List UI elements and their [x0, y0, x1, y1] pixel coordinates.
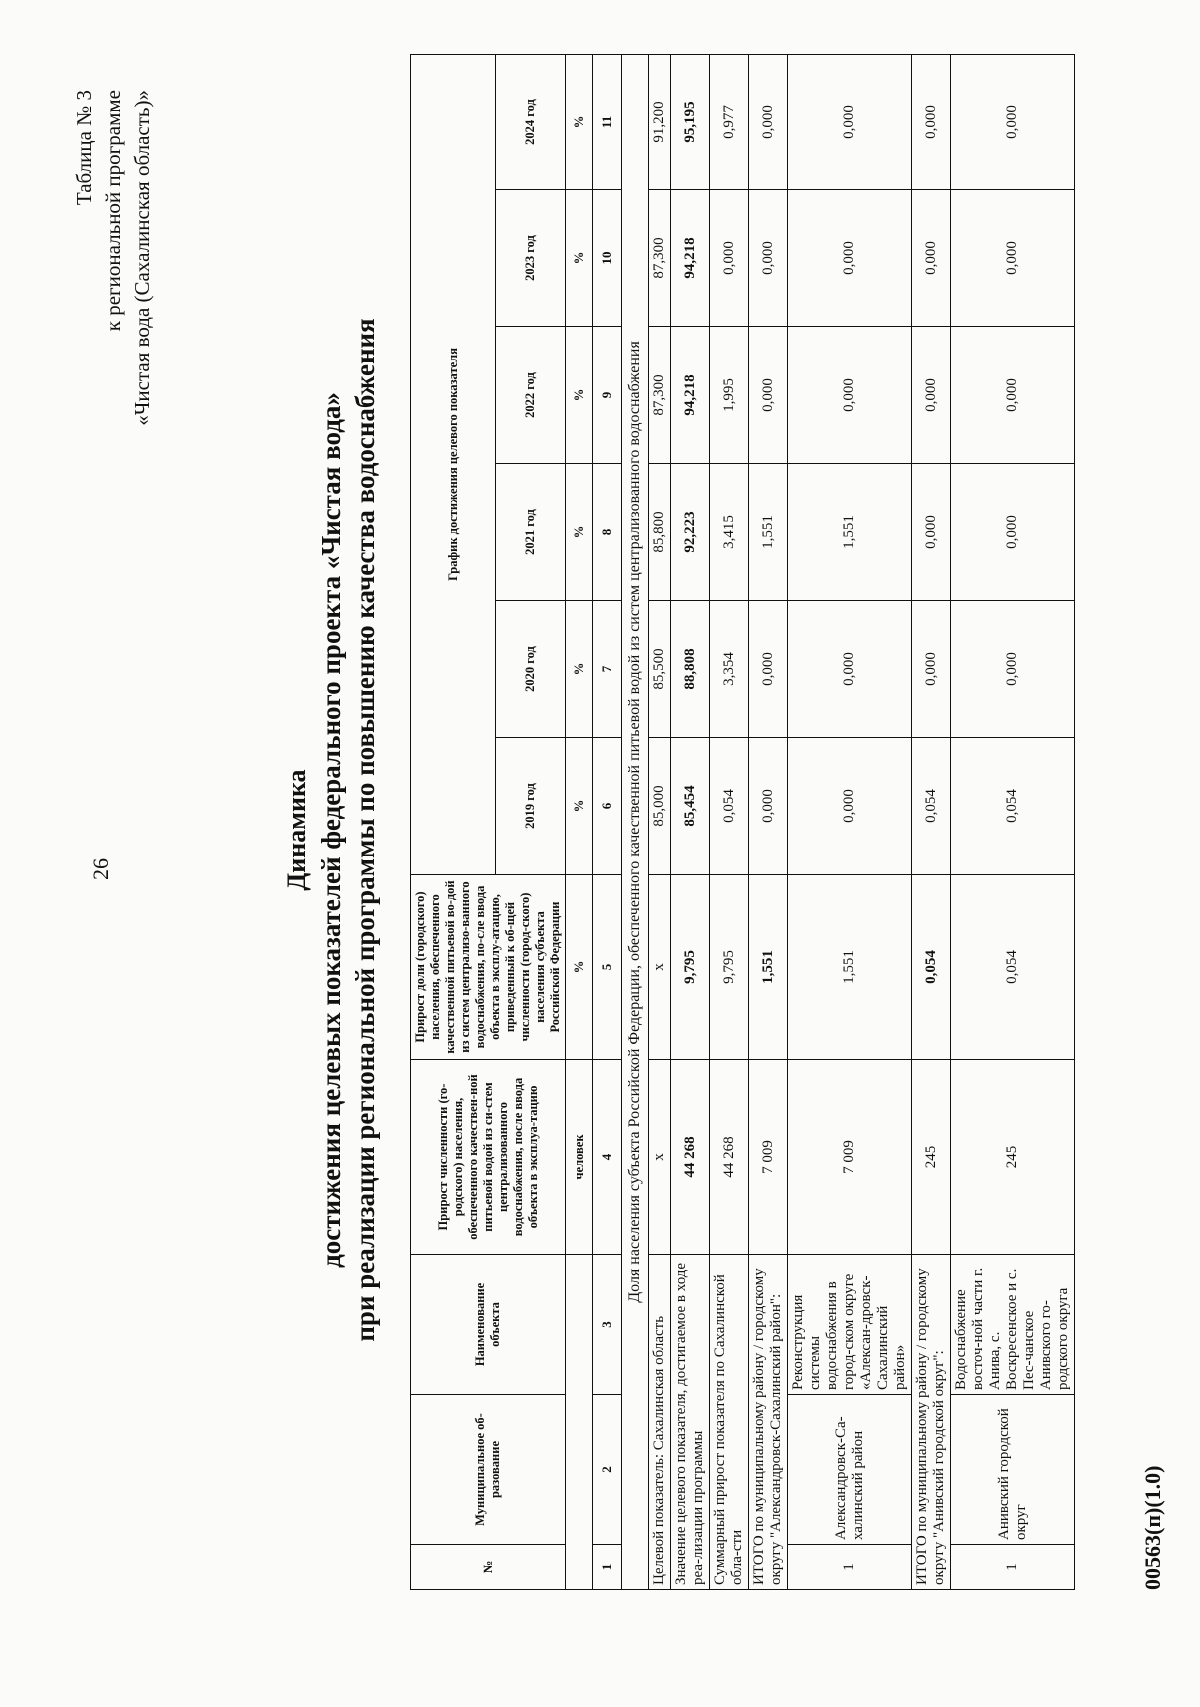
- year-value: 0,000: [951, 327, 1075, 464]
- year-header: 2019 год: [496, 738, 566, 875]
- year-value: 87,300: [649, 327, 671, 464]
- col-number: 2: [593, 1395, 622, 1545]
- year-header: 2024 год: [496, 54, 566, 189]
- year-value: 1,995: [710, 327, 749, 464]
- table-row: [649, 54, 671, 1589]
- section-row: [622, 54, 649, 1589]
- page-number: 26: [88, 858, 113, 880]
- document-code: 00563(п)(1.0): [1140, 1465, 1165, 1590]
- table-row: [749, 54, 788, 1589]
- share-cell: 9,795: [710, 875, 749, 1060]
- people-cell: 7 009: [788, 1060, 912, 1255]
- year-value: 0,000: [912, 601, 951, 738]
- year-value: 0,054: [710, 738, 749, 875]
- unit-cell: %: [566, 464, 593, 601]
- share-cell: 0,054: [912, 875, 951, 1060]
- people-cell: 44 268: [710, 1060, 749, 1255]
- unit-cell: %: [566, 327, 593, 464]
- col-number: 5: [593, 875, 622, 1060]
- year-value: 0,977: [710, 54, 749, 189]
- col-number: 9: [593, 327, 622, 464]
- header-row: [411, 54, 496, 1589]
- year-header: 2023 год: [496, 190, 566, 327]
- year-value: 0,000: [951, 601, 1075, 738]
- annex-line: к региональной программе: [101, 90, 125, 332]
- units-row: [566, 54, 593, 1589]
- table-row: [671, 54, 710, 1589]
- column-numbers-row: [593, 54, 622, 1589]
- table-row: [951, 54, 1075, 1589]
- row-no: 1: [788, 1545, 912, 1590]
- col-number: 10: [593, 190, 622, 327]
- year-value: 87,300: [649, 190, 671, 327]
- year-value: 0,000: [749, 54, 788, 189]
- object-cell: Реконструкция системы водоснабжения в город-ском округе «Алексан-дровск-Сахалинский район»: [788, 1255, 912, 1395]
- col-number: 6: [593, 738, 622, 875]
- year-header: 2020 год: [496, 601, 566, 738]
- unit-cell: %: [566, 190, 593, 327]
- col-header-schedule: График достижения целевого показателя: [411, 54, 496, 874]
- col-header-no: №: [411, 1545, 566, 1590]
- year-value: 0,000: [710, 190, 749, 327]
- year-value: 88,808: [671, 601, 710, 738]
- year-value: 3,354: [710, 601, 749, 738]
- unit-cell: %: [566, 875, 593, 1060]
- unit-cell: %: [566, 54, 593, 189]
- row-label: ИТОГО по муниципальному району / городскому округу "Александровск-Сахалинский район":: [749, 1255, 788, 1590]
- indicators-table: [410, 54, 1075, 1590]
- year-value: 85,000: [649, 738, 671, 875]
- col-number: 1: [593, 1545, 622, 1590]
- col-header-growth-people: Прирост численности (го-родского) населения, обеспеченного качествен-ной питьевой водой из си-стем централизованного водоснабжения, после ввода объекта в эксплуа-тацию: [411, 1060, 566, 1255]
- year-header: 2021 год: [496, 464, 566, 601]
- unit-cell: [566, 1395, 593, 1545]
- year-value: 95,195: [671, 54, 710, 189]
- municipality-cell: Анивский городской округ: [951, 1395, 1075, 1545]
- annex-line: «Чистая вода (Сахалинская область)»: [130, 90, 154, 426]
- year-value: 3,415: [710, 464, 749, 601]
- section-title: Доля населения субъекта Российской Федерации, обеспеченного качественной питьевой водой из систем централизованного водоснабжения: [622, 54, 649, 1589]
- year-value: 0,000: [912, 464, 951, 601]
- table-row: [912, 54, 951, 1589]
- year-value: 1,551: [788, 464, 912, 601]
- year-value: 0,000: [912, 327, 951, 464]
- col-number: 7: [593, 601, 622, 738]
- year-value: 0,000: [951, 190, 1075, 327]
- year-value: 0,000: [951, 54, 1075, 189]
- year-value: 1,551: [749, 464, 788, 601]
- people-cell: 245: [912, 1060, 951, 1255]
- document-title: [280, 180, 382, 1480]
- share-cell: 1,551: [788, 875, 912, 1060]
- share-cell: 9,795: [671, 875, 710, 1060]
- year-value: 0,000: [912, 190, 951, 327]
- row-label: Целевой показатель: Сахалинская область: [649, 1255, 671, 1590]
- people-cell: х: [649, 1060, 671, 1255]
- col-number: 3: [593, 1255, 622, 1395]
- people-cell: 245: [951, 1060, 1075, 1255]
- share-cell: х: [649, 875, 671, 1060]
- municipality-cell: Александровск-Са-халинский район: [788, 1395, 912, 1545]
- year-value: 94,218: [671, 327, 710, 464]
- year-value: 0,000: [788, 190, 912, 327]
- year-value: 85,500: [649, 601, 671, 738]
- year-value: 0,000: [749, 327, 788, 464]
- unit-cell: человек: [566, 1060, 593, 1255]
- table-row: [710, 54, 749, 1589]
- year-value: 0,000: [951, 464, 1075, 601]
- year-header: 2022 год: [496, 327, 566, 464]
- col-header-object: Наименование объекта: [411, 1255, 566, 1395]
- title-line: Динамика: [282, 769, 311, 891]
- rotated-content: [10, 0, 1190, 1700]
- row-label: ИТОГО по муниципальному району / городскому округу "Анивский городской округ":: [912, 1255, 951, 1590]
- row-label: Значение целевого показателя, достигаемое в ходе реа-лизации программы: [671, 1255, 710, 1590]
- year-value: 94,218: [671, 190, 710, 327]
- share-cell: 1,551: [749, 875, 788, 1060]
- col-number: 11: [593, 54, 622, 189]
- year-value: 0,000: [788, 327, 912, 464]
- year-value: 0,054: [951, 738, 1075, 875]
- people-cell: 7 009: [749, 1060, 788, 1255]
- title-line: достижения целевых показателей федерального проекта «Чистая вода»: [316, 392, 346, 1268]
- year-value: 92,223: [671, 464, 710, 601]
- year-value: 0,000: [788, 54, 912, 189]
- row-no: 1: [951, 1545, 1075, 1590]
- share-cell: 0,054: [951, 875, 1075, 1060]
- year-value: 0,054: [912, 738, 951, 875]
- year-value: 85,454: [671, 738, 710, 875]
- annex-line: Таблица № 3: [72, 90, 96, 206]
- year-value: 0,000: [788, 738, 912, 875]
- table-row: [788, 54, 912, 1589]
- year-value: 85,800: [649, 464, 671, 601]
- unit-cell: [566, 1255, 593, 1395]
- col-number: 8: [593, 464, 622, 601]
- annex-note: [70, 90, 157, 426]
- col-number: 4: [593, 1060, 622, 1255]
- year-value: 0,000: [912, 54, 951, 189]
- year-value: 0,000: [749, 601, 788, 738]
- col-header-growth-share: Прирост доли (городского) населения, обеспеченного качественной питьевой во-дой из систем централизо-ванного водоснабжения, по-сле ввода объекта в эксплу-атацию, приведенный к об-щей численности (город-ского) населения субъекта Российской Федерации: [411, 875, 566, 1060]
- year-value: 0,000: [788, 601, 912, 738]
- year-value: 0,000: [749, 738, 788, 875]
- object-cell: Водоснабжение восточ-ной части г. Анива, с. Воскресенское и с. Пес-чанское Анивского го-родского округа: [951, 1255, 1075, 1395]
- col-header-municipality: Муниципальное об-разование: [411, 1395, 566, 1545]
- unit-cell: [566, 1545, 593, 1590]
- row-label: Суммарный прирост показателя по Сахалинской обла-сти: [710, 1255, 749, 1590]
- unit-cell: %: [566, 738, 593, 875]
- year-value: 0,000: [749, 190, 788, 327]
- title-line: при реализации региональной программы по повышению качества водоснабжения: [350, 318, 380, 1342]
- unit-cell: %: [566, 601, 593, 738]
- people-cell: 44 268: [671, 1060, 710, 1255]
- year-value: 91,200: [649, 54, 671, 189]
